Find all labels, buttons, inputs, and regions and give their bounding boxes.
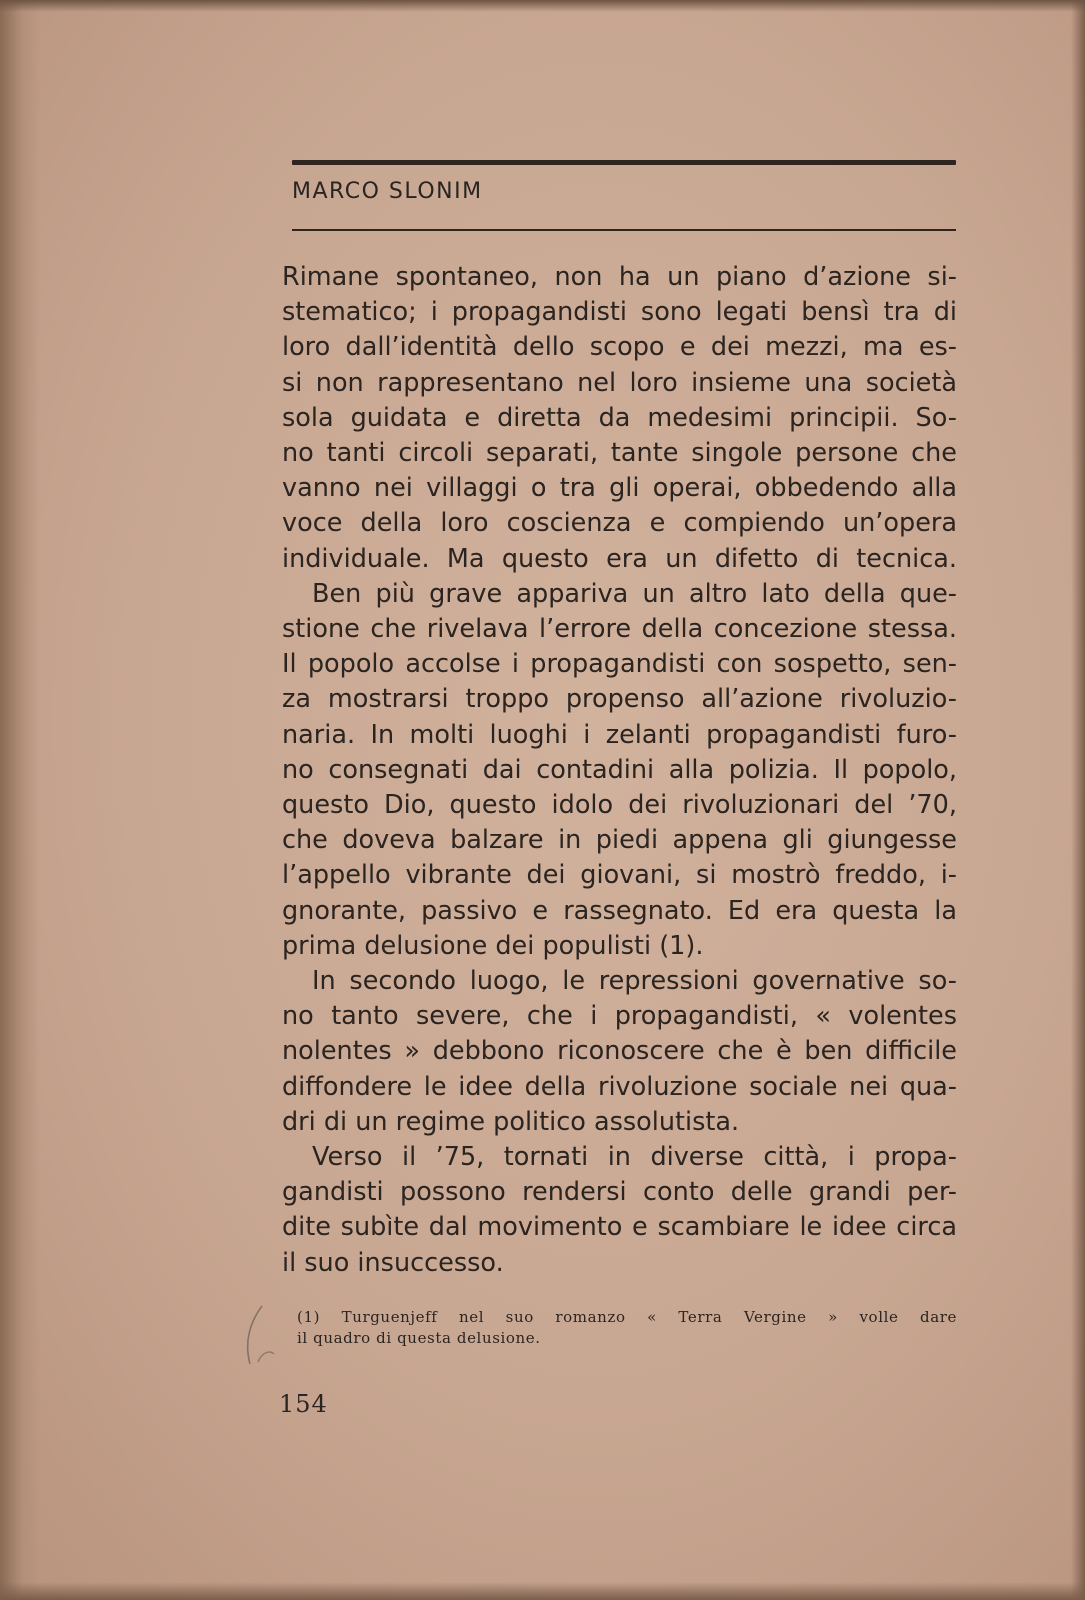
- body-line: il suo insuccesso.: [282, 1247, 504, 1278]
- body-text: [282, 260, 957, 1281]
- header-rule-bottom: [292, 229, 956, 231]
- body-line: individuale. Ma questo era un difetto di tecnica.: [282, 543, 957, 574]
- body-line: dri di un regime politico assolutista.: [282, 1106, 740, 1137]
- body-line: Verso il ’75, tornati in diverse città, i propa-: [312, 1142, 957, 1173]
- body-line: l’appello vibrante dei giovani, si mostrò freddo, i-: [282, 860, 957, 891]
- page-right-edge-shadow: [1071, 0, 1085, 1600]
- body-line: si non rappresentano nel loro insieme una società: [282, 367, 957, 398]
- body-line: no tanti circoli separati, tante singole persone che: [282, 438, 957, 469]
- body-line: loro dall’identità dello scopo e dei mezzi, ma es-: [282, 332, 957, 363]
- page-top-edge-shadow: [0, 0, 1085, 12]
- body-line: naria. In molti luoghi i zelanti propagandisti furo-: [282, 719, 957, 750]
- body-line: no tanto severe, che i propagandisti, « volentes: [282, 1001, 957, 1032]
- body-line: che doveva balzare in piedi appena gli giungesse: [282, 825, 957, 856]
- page-left-edge-shadow: [0, 0, 40, 1600]
- header-rule-top: [292, 160, 956, 165]
- body-line: prima delusione dei populisti (1).: [282, 930, 704, 961]
- body-line: voce della loro coscienza e compiendo un’opera: [282, 508, 957, 539]
- body-line: questo Dio, questo idolo dei rivoluzionari del ’70,: [282, 790, 957, 821]
- pencil-margin-mark: [240, 1302, 280, 1372]
- body-line: Ben più grave appariva un altro lato della que-: [312, 578, 957, 609]
- body-line: dite subìte dal movimento e scambiare le idee circa: [282, 1212, 957, 1243]
- body-line: stematico; i propagandisti sono legati bensì tra di: [282, 297, 957, 328]
- footnote-line: (1) Turguenjeff nel suo romanzo « Terra Vergine » volle dare: [297, 1308, 957, 1326]
- body-line: gandisti possono rendersi conto delle grandi per-: [282, 1177, 957, 1208]
- page-number: 154: [279, 1390, 328, 1418]
- body-line: vanno nei villaggi o tra gli operai, obbedendo alla: [282, 473, 957, 504]
- body-line: Il popolo accolse i propagandisti con sospetto, sen-: [282, 649, 957, 680]
- body-line: no consegnati dai contadini alla polizia. Il popolo,: [282, 754, 957, 785]
- body-line: Rimane spontaneo, non ha un piano d’azione si-: [282, 262, 957, 292]
- body-line: za mostrarsi troppo propenso all’azione rivoluzio-: [282, 684, 957, 715]
- body-line: nolentes » debbono riconoscere che è ben difficile: [282, 1036, 957, 1067]
- body-line: In secondo luogo, le repressioni governative so-: [312, 966, 957, 997]
- footnote: [297, 1307, 957, 1349]
- running-head: MARCO SLONIM: [292, 179, 483, 204]
- body-line: gnorante, passivo e rassegnato. Ed era questa la: [282, 895, 957, 926]
- footnote-line: il quadro di questa delusione.: [297, 1329, 541, 1347]
- body-line: diffondere le idee della rivoluzione sociale nei qua-: [282, 1071, 957, 1102]
- page-bottom-edge-shadow: [0, 1582, 1085, 1600]
- body-line: stione che rivelava l’errore della concezione stessa.: [282, 614, 957, 645]
- body-line: sola guidata e diretta da medesimi principii. So-: [282, 402, 957, 433]
